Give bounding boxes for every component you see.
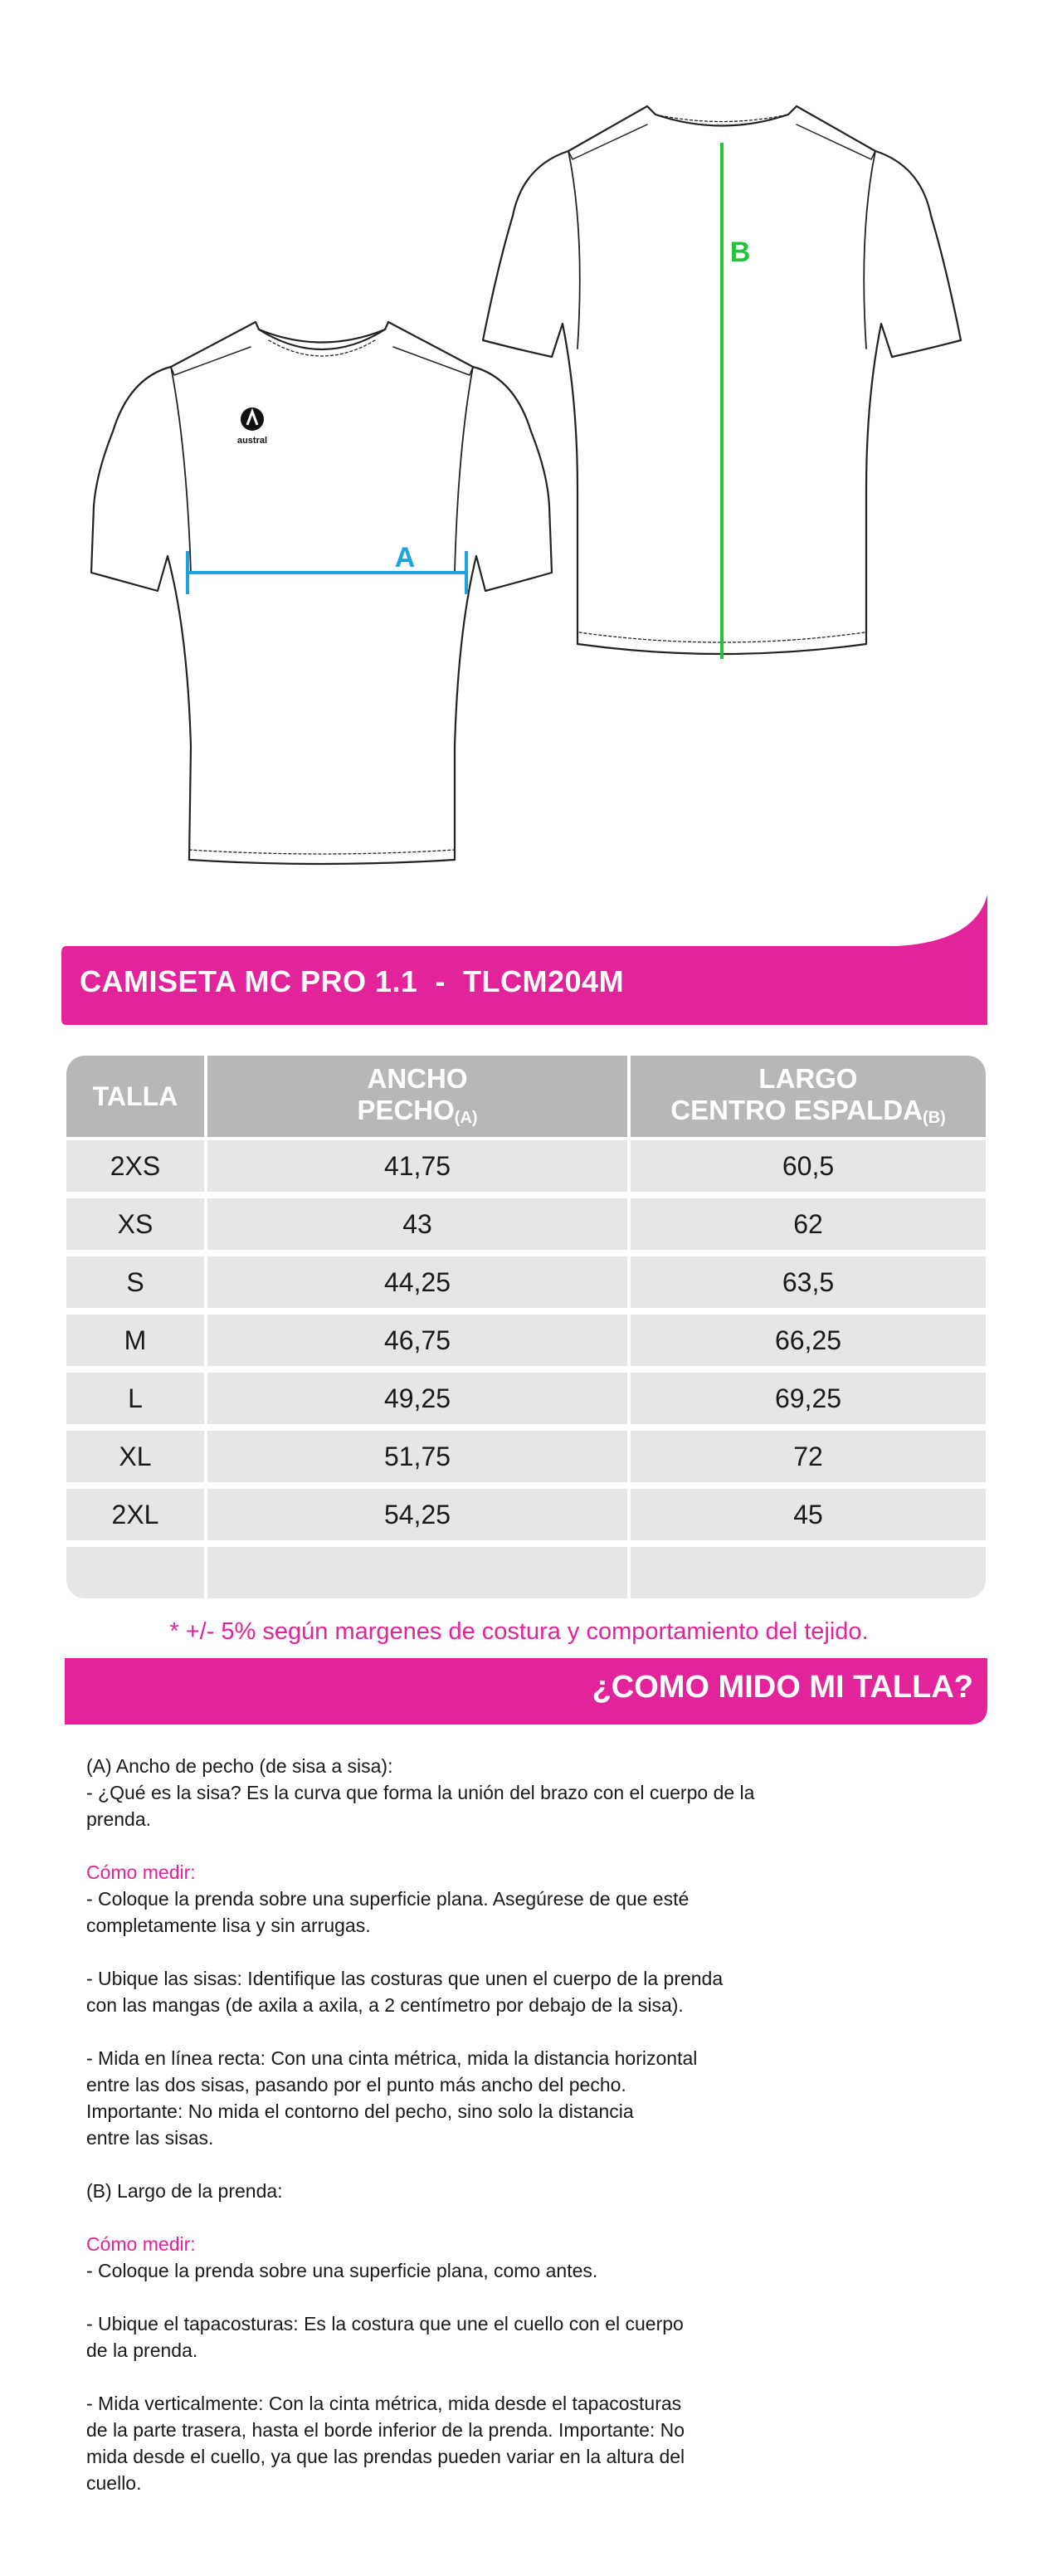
header-largo-line1: LARGO bbox=[758, 1062, 858, 1094]
front-tshirt bbox=[91, 322, 552, 864]
cell-ancho: 44,25 bbox=[207, 1256, 627, 1308]
cell-talla: XL bbox=[66, 1431, 204, 1482]
cell-talla: S bbox=[66, 1256, 204, 1308]
table-row bbox=[66, 1373, 986, 1424]
table-row bbox=[66, 1547, 986, 1598]
cell-largo: 69,25 bbox=[774, 1383, 842, 1413]
tshirt-illustration bbox=[0, 0, 1038, 896]
section-a-how-heading: Cómo medir: bbox=[86, 1861, 196, 1883]
table-row bbox=[66, 1256, 986, 1308]
cell-ancho: 41,75 bbox=[207, 1140, 627, 1192]
section-b-step2: - Ubique el tapacosturas: Es la costura que une el cuello con el cuerpo de la prenda. bbox=[86, 2313, 684, 2361]
cell-ancho: 51,75 bbox=[207, 1431, 627, 1482]
cell-largo: 62 bbox=[793, 1208, 823, 1239]
table-row bbox=[66, 1489, 986, 1540]
product-title: CAMISETA MC PRO 1.1 - TLCM204M bbox=[80, 964, 625, 998]
header-largo-line2: CENTRO ESPALDA bbox=[670, 1094, 923, 1125]
cell-ancho: 49,25 bbox=[207, 1373, 627, 1424]
section-b-step3: - Mida verticalmente: Con la cinta métrica, mida desde el tapacosturas de la parte trasera, hasta el borde inferior de la prenda. Importante: No mida desde el cuello, ya que las prendas pueden variar en la altura del cuello. bbox=[86, 2393, 685, 2494]
austral-logo bbox=[237, 407, 267, 446]
section-b-step1: - Coloque la prenda sobre una superficie plana, como antes. bbox=[86, 2260, 598, 2281]
cell-talla: XS bbox=[66, 1198, 204, 1250]
table-row bbox=[66, 1315, 986, 1366]
title-banner bbox=[0, 880, 1038, 1029]
header-largo-sub: (B) bbox=[922, 1108, 946, 1127]
cell-ancho: 54,25 bbox=[207, 1489, 627, 1540]
how-to-title: ¿COMO MIDO MI TALLA? bbox=[592, 1670, 973, 1705]
section-b-how-heading: Cómo medir: bbox=[86, 2233, 196, 2255]
cell-ancho: 43 bbox=[207, 1198, 627, 1250]
cell-ancho bbox=[207, 1547, 627, 1598]
table-row bbox=[66, 1431, 986, 1482]
cell-largo: 63,5 bbox=[782, 1266, 835, 1297]
cell-largo: 72 bbox=[793, 1441, 823, 1471]
cell-largo: 45 bbox=[793, 1499, 823, 1530]
cell-largo bbox=[631, 1547, 986, 1598]
header-ancho-sub: (A) bbox=[454, 1108, 478, 1127]
table-row bbox=[66, 1140, 986, 1192]
section-a-step1: - Coloque la prenda sobre una superficie plana. Asegúrese de que esté completamente lisa y sin arrugas. bbox=[86, 1888, 690, 1936]
cell-talla: L bbox=[66, 1373, 204, 1424]
measure-a-label: A bbox=[394, 542, 416, 573]
header-talla: TALLA bbox=[66, 1056, 204, 1137]
header-ancho-pecho bbox=[207, 1056, 627, 1137]
measure-b-label: B bbox=[729, 237, 751, 268]
header-ancho-line2: PECHO bbox=[357, 1094, 455, 1125]
header-ancho-line1: ANCHO bbox=[367, 1062, 468, 1094]
section-a-what: - ¿Qué es la sisa? Es la curva que forma la unión del brazo con el cuerpo de la prenda. bbox=[86, 1782, 755, 1830]
section-a-step2: - Ubique las sisas: Identifique las costuras que unen el cuerpo de la prenda con las mangas (de axila a axila, a 2 centímetro por debajo de la sisa). bbox=[86, 1968, 724, 2016]
cell-talla: M bbox=[66, 1315, 204, 1366]
section-b-title: (B) Largo de la prenda: bbox=[86, 2180, 283, 2202]
measure-a-line bbox=[188, 542, 466, 594]
cell-talla: 2XS bbox=[66, 1140, 204, 1192]
section-a-title: (A) Ancho de pecho (de sisa a sisa): bbox=[86, 1755, 393, 1777]
table-row bbox=[66, 1198, 986, 1250]
cell-largo: 66,25 bbox=[774, 1325, 842, 1355]
svg-text:austral: austral bbox=[236, 436, 268, 446]
cell-largo: 60,5 bbox=[782, 1150, 835, 1181]
cell-ancho: 46,75 bbox=[207, 1315, 627, 1366]
tolerance-footnote: * +/- 5% según margenes de costura y comportamiento del tejido. bbox=[169, 1618, 869, 1645]
cell-talla bbox=[66, 1547, 204, 1598]
section-a-step3: - Mida en línea recta: Con una cinta métrica, mida la distancia horizontal entre las dos sisas, pasando por el punto más ancho del pecho. Importante: No mida el contorno del pecho, sino solo la distancia entre las sisas. bbox=[86, 2047, 698, 2149]
measure-b-line bbox=[722, 143, 750, 659]
cell-talla: 2XL bbox=[66, 1489, 204, 1540]
measurement-instructions bbox=[86, 1753, 800, 2523]
table-header bbox=[66, 1056, 986, 1137]
size-table bbox=[66, 1056, 986, 1605]
header-largo-espalda bbox=[631, 1056, 986, 1137]
